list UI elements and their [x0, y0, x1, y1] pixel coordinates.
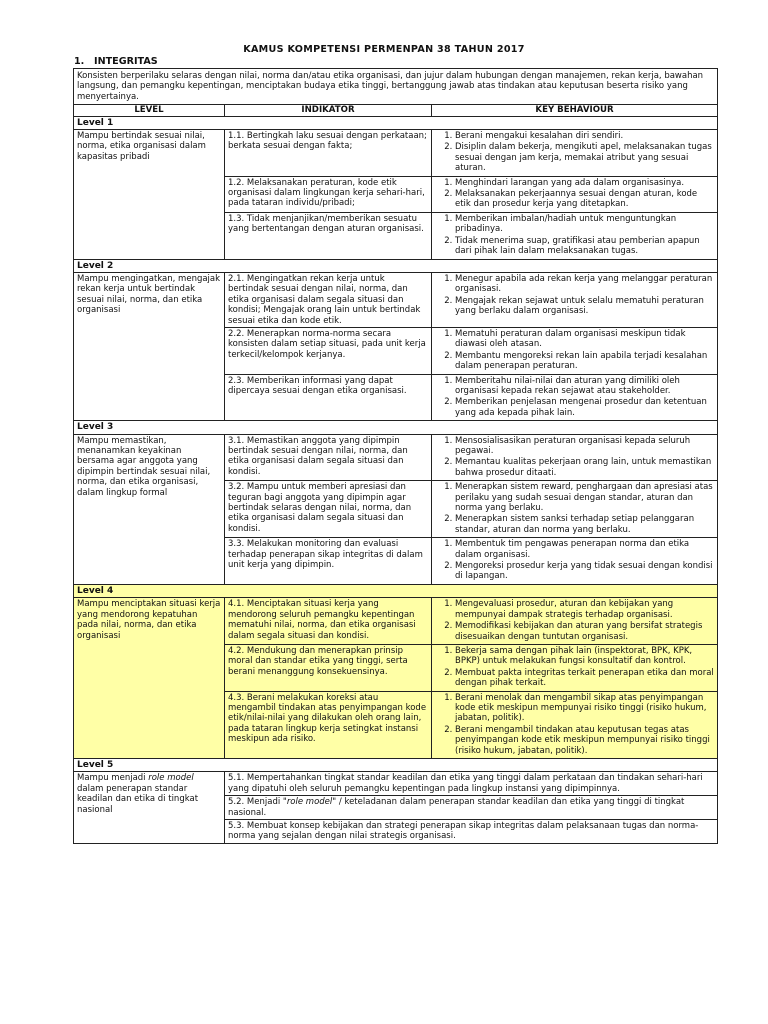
key-behaviour-list: [435, 214, 714, 258]
indicator-emphasis: role model: [286, 797, 333, 808]
key-behaviour-item: 2. Membuat pakta integritas terkait penerapan etika dan moral dengan pihak terkait.: [455, 668, 714, 690]
key-behaviour-item: 2. Menerapkan sistem sanksi terhadap setiap pelanggaran standar, aturan dan norma yang berlaku.: [455, 514, 714, 536]
key-behaviour-cell: [432, 538, 718, 585]
key-behaviour-list: [435, 436, 714, 480]
key-behaviour-item: 2. Melaksanakan pekerjaannya sesuai dengan aturan, kode etik dan prosedur kerja yang ditetapkan.: [455, 189, 714, 211]
key-behaviour-list: [435, 131, 714, 175]
header-level: LEVEL: [74, 105, 225, 116]
key-behaviour-item: 1. Menerapkan sistem reward, penghargaan dan apresiasi atas perilaku yang sudah sesuai dengan standar, aturan dan norma yang berlaku.: [455, 482, 714, 514]
indicator-row: [74, 598, 718, 645]
key-behaviour-cell: [432, 374, 718, 421]
section-heading: [74, 56, 158, 67]
indicator-5-1: 5.1. Mempertahankan tingkat standar keadilan dan etika yang tinggi dalam perkataan dan tindakan sehari-hari yang dipatuhi oleh seluruh pemangku kepentingan pada lingkup instansi yang dipimpinnya.: [225, 772, 718, 796]
indicator-5-2: [225, 796, 718, 820]
level-label: Level 1: [74, 116, 718, 129]
key-behaviour-cell: [432, 130, 718, 177]
key-behaviour-list: [435, 539, 714, 583]
document-title: KAMUS KOMPETENSI PERMENPAN 38 TAHUN 2017: [243, 44, 525, 55]
level-label: Level 2: [74, 259, 718, 272]
key-behaviour-item: 1. Mengevaluasi prosedur, aturan dan kebijakan yang mempunyai dampak strategis terhadap organisasi.: [455, 599, 714, 621]
key-behaviour-item: 2. Memodifikasi kebijakan dan aturan yang bersifat strategis disesuaikan dengan tuntutan organisasi.: [455, 621, 714, 643]
section-number: 1.: [74, 56, 85, 67]
key-behaviour-cell: [432, 212, 718, 259]
key-behaviour-list: [435, 178, 714, 211]
key-behaviour-item: 1. Menghindari larangan yang ada dalam organisasinya.: [455, 178, 714, 189]
key-behaviour-item: 2. Mengajak rekan sejawat untuk selalu mematuhi peraturan yang berlaku dalam organisasi.: [455, 296, 714, 318]
level-description-text: Mampu menjadi: [77, 773, 149, 784]
indicator-text: 5.2. Menjadi ": [228, 797, 287, 808]
level-label: Level 4: [74, 584, 718, 597]
key-behaviour-list: [435, 274, 714, 318]
level-label: Level 3: [74, 421, 718, 434]
key-behaviour-cell: [432, 691, 718, 758]
indicator-text: 3.1. Memastikan anggota yang dipimpin bertindak sesuai dengan nilai, norma, dan etika organisasi dalam segala situasi dan kondisi.: [225, 434, 432, 481]
indicator-text: 2.2. Menerapkan norma-norma secara konsisten dalam setiap situasi, pada unit kerja terkecil/kelompok kerjanya.: [225, 327, 432, 374]
indicator-text: 4.2. Mendukung dan menerapkan prinsip moral dan standar etika yang tinggi, serta berani menanggung konsekuensinya.: [225, 644, 432, 691]
indicator-text: 4.1. Menciptakan situasi kerja yang mendorong seluruh pemangku kepentingan mematuhi nilai, norma, dan etika organisasi dalam segala situasi dan kondisi.: [225, 598, 432, 645]
level-description: Mampu menciptakan situasi kerja yang mendorong kepatuhan pada nilai, norma, dan etika organisasi: [74, 598, 225, 759]
level-description-emphasis: role model: [148, 773, 194, 784]
header-key-behaviour: KEY BEHAVIOUR: [432, 105, 718, 116]
indicator-text: 1.1. Bertingkah laku sesuai dengan perkataan; berkata sesuai dengan fakta;: [225, 130, 432, 177]
level-description: [74, 772, 225, 843]
header-indikator: INDIKATOR: [225, 105, 432, 116]
key-behaviour-item: 2. Tidak menerima suap, gratifikasi atau pemberian apapun dari pihak lain dalam melaksanakan tugas.: [455, 236, 714, 258]
key-behaviour-cell: [432, 598, 718, 645]
indicator-row: [74, 272, 718, 327]
level-label: Level 5: [74, 758, 718, 771]
key-behaviour-list: [435, 482, 714, 536]
indicator-text: 2.3. Memberikan informasi yang dapat dipercaya sesuai dengan etika organisasi.: [225, 374, 432, 421]
key-behaviour-list: [435, 693, 714, 757]
competency-definition: Konsisten berperilaku selaras dengan nilai, norma dan/atau etika organisasi, dan jujur dalam hubungan dengan manajemen, rekan kerja, bawahan langsung, dan pemangku kepentingan, menciptakan budaya etika tinggi, bertanggung jawab atas tindakan atau keputusan beserta risiko yang menyertainya.: [74, 69, 718, 105]
section-name: INTEGRITAS: [94, 56, 158, 67]
key-behaviour-list: [435, 646, 714, 690]
key-behaviour-cell: [432, 644, 718, 691]
indicator-text: 1.2. Melaksanakan peraturan, kode etik organisasi dalam lingkungan kerja sehari-hari, pada tataran individu/pribadi;: [225, 176, 432, 212]
key-behaviour-list: [435, 599, 714, 643]
key-behaviour-cell: [432, 481, 718, 538]
key-behaviour-cell: [432, 327, 718, 374]
indicator-row: [74, 434, 718, 481]
indicator-text: 4.3. Berani melakukan koreksi atau mengambil tindakan atas penyimpangan kode etik/nilai-nilai yang dilakukan oleh orang lain, pada tataran lingkup kerja setingkat instansi meskipun ada risiko.: [225, 691, 432, 758]
competency-table: [73, 68, 718, 844]
key-behaviour-item: 1. Memberitahu nilai-nilai dan aturan yang dimiliki oleh organisasi kepada rekan sejawat atau stakeholder.: [455, 376, 714, 398]
indicator-text: 2.1. Mengingatkan rekan kerja untuk bertindak sesuai dengan nilai, norma, dan etika organisasi dalam segala situasi dan kondisi; Mengajak orang lain untuk bertindak sesuai etika dan kode etik.: [225, 272, 432, 327]
key-behaviour-cell: [432, 272, 718, 327]
key-behaviour-item: 1. Membentuk tim pengawas penerapan norma dan etika dalam organisasi.: [455, 539, 714, 561]
key-behaviour-cell: [432, 434, 718, 481]
key-behaviour-item: 2. Mengoreksi prosedur kerja yang tidak sesuai dengan kondisi di lapangan.: [455, 561, 714, 583]
indicator-row: [74, 130, 718, 177]
key-behaviour-list: [435, 329, 714, 373]
key-behaviour-item: 2. Memberikan penjelasan mengenai prosedur dan ketentuan yang ada kepada pihak lain.: [455, 397, 714, 419]
level-description: Mampu bertindak sesuai nilai, norma, etika organisasi dalam kapasitas pribadi: [74, 130, 225, 259]
key-behaviour-item: 2. Disiplin dalam bekerja, mengikuti apel, melaksanakan tugas sesuai dengan jam kerja, memakai atribut yang sesuai aturan.: [455, 142, 714, 174]
level-description: Mampu mengingatkan, mengajak rekan kerja untuk bertindak sesuai nilai, norma, dan etika organisasi: [74, 272, 225, 420]
key-behaviour-item: 2. Berani mengambil tindakan atau keputusan tegas atas penyimpangan kode etik meskipun mempunyai risiko tinggi (risiko hukum, jabatan, politik).: [455, 725, 714, 757]
key-behaviour-item: 1. Menegur apabila ada rekan kerja yang melanggar peraturan organisasi.: [455, 274, 714, 296]
key-behaviour-item: 1. Mematuhi peraturan dalam organisasi meskipun tidak diawasi oleh atasan.: [455, 329, 714, 351]
key-behaviour-item: 2. Membantu mengoreksi rekan lain apabila terjadi kesalahan dalam penerapan peraturan.: [455, 351, 714, 373]
key-behaviour-item: 1. Berani menolak dan mengambil sikap atas penyimpangan kode etik meskipun mempunyai risiko tinggi (risiko hukum, jabatan, politik).: [455, 693, 714, 725]
indicator-text: 3.2. Mampu untuk memberi apresiasi dan teguran bagi anggota yang dipimpin agar bertindak selaras dengan nilai, norma, dan etika organisasi dalam segala situasi dan kondisi.: [225, 481, 432, 538]
indicator-text-end: " / keteladanan dalam penerapan standar keadilan dan etika yang tinggi di tingkat nasional.: [228, 797, 685, 818]
indicator-text: 3.3. Melakukan monitoring dan evaluasi terhadap penerapan sikap integritas di dalam unit kerja yang dipimpin.: [225, 538, 432, 585]
key-behaviour-item: 1. Berani mengakui kesalahan diri sendiri.: [455, 131, 714, 142]
level-description: Mampu memastikan, menanamkan keyakinan bersama agar anggota yang dipimpin bertindak sesuai nilai, norma, dan etika organisasi, dalam lingkup formal: [74, 434, 225, 584]
key-behaviour-item: 1. Memberikan imbalan/hadiah untuk menguntungkan pribadinya.: [455, 214, 714, 236]
level-description-text-end: dalam penerapan standar keadilan dan etika di tingkat nasional: [77, 783, 199, 815]
key-behaviour-cell: [432, 176, 718, 212]
key-behaviour-item: 1. Bekerja sama dengan pihak lain (inspektorat, BPK, KPK, BPKP) untuk melakukan fungsi konsultatif dan kontrol.: [455, 646, 714, 668]
indicator-5-3: 5.3. Membuat konsep kebijakan dan strategi penerapan sikap integritas dalam pelaksanaan tugas dan norma-norma yang sejalan dengan nilai strategis organisasi.: [225, 820, 718, 844]
indicator-text: 1.3. Tidak menjanjikan/memberikan sesuatu yang bertentangan dengan aturan organisasi.: [225, 212, 432, 259]
key-behaviour-item: 1. Mensosialisasikan peraturan organisasi kepada seluruh pegawai.: [455, 436, 714, 458]
key-behaviour-list: [435, 376, 714, 420]
key-behaviour-item: 2. Memantau kualitas pekerjaan orang lain, untuk memastikan bahwa prosedur ditaati.: [455, 457, 714, 479]
